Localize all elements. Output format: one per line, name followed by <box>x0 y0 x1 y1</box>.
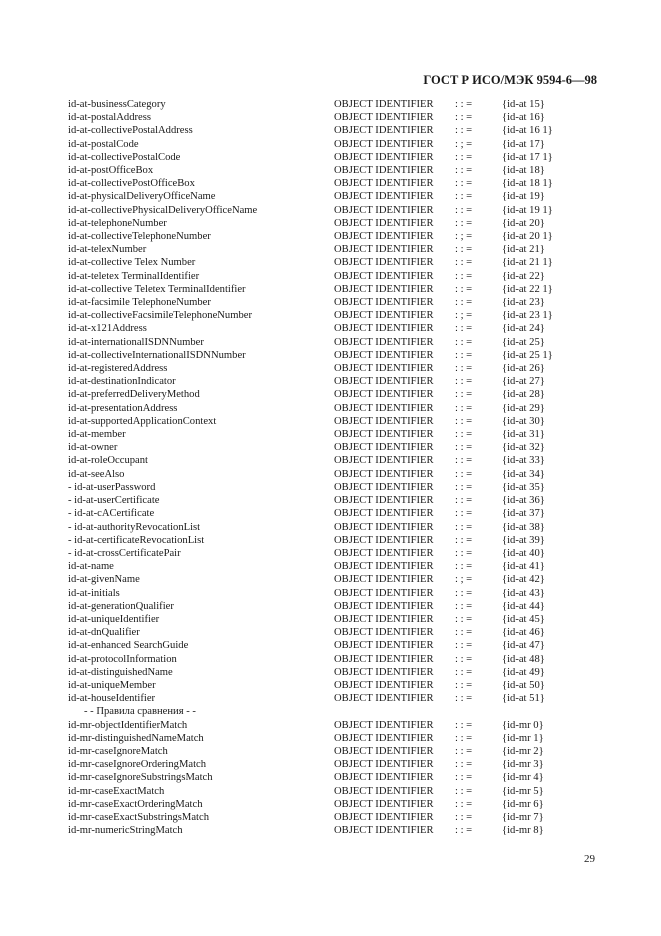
definition-value: {id-at 21} <box>502 244 545 256</box>
page-number: 29 <box>584 853 595 865</box>
definition-value: {id-at 24} <box>502 323 545 335</box>
definition-name: - id-at-userPassword <box>68 481 156 493</box>
definition-row <box>68 626 608 639</box>
definition-name: id-at-facsimile TelephoneNumber <box>68 297 211 309</box>
definition-row <box>68 124 608 137</box>
definition-row <box>68 454 608 467</box>
definition-name: id-at-businessCategory <box>68 99 166 110</box>
definition-row <box>68 204 608 217</box>
definition-name: id-at-member <box>68 429 126 441</box>
definition-op: : : = <box>455 561 473 573</box>
definition-type: OBJECT IDENTIFIER <box>334 719 434 731</box>
definition-name: id-at-givenName <box>68 574 140 586</box>
definition-row <box>68 639 608 652</box>
definition-value: {id-at 51} <box>502 693 545 705</box>
definition-type: OBJECT IDENTIFIER <box>334 349 434 361</box>
definition-op: : ; = <box>455 231 473 243</box>
definition-type: OBJECT IDENTIFIER <box>334 600 434 612</box>
definition-name: id-mr-caseIgnoreOrderingMatch <box>68 759 207 771</box>
definition-name: id-mr-caseExactOrderingMatch <box>68 798 203 810</box>
definition-op: : : = <box>455 732 473 744</box>
definition-name: id-at-postOfficeBox <box>68 165 154 177</box>
definition-name: id-at-collectiveFacsimileTelephoneNumber <box>68 310 252 322</box>
definition-op: : : = <box>455 376 473 388</box>
definition-type: OBJECT IDENTIFIER <box>334 99 434 110</box>
definition-op: : : = <box>455 99 473 110</box>
definition-name: id-at-postalAddress <box>68 112 151 124</box>
definition-type: OBJECT IDENTIFIER <box>334 561 434 573</box>
definition-row <box>68 375 608 388</box>
definition-value: {id-at 28} <box>502 389 545 401</box>
definition-op: : : = <box>455 745 473 757</box>
definition-value: {id-at 20} <box>502 217 545 229</box>
definition-row <box>68 151 608 164</box>
definition-op: : : = <box>455 759 473 771</box>
definition-value: {id-mr 6} <box>502 798 544 810</box>
definition-value: {id-at 45} <box>502 613 545 625</box>
definition-row <box>68 270 608 283</box>
definition-name: id-at-collectiveInternationalISDNNumber <box>68 349 246 361</box>
definition-value: {id-mr 0} <box>502 719 544 731</box>
definition-type: OBJECT IDENTIFIER <box>334 283 434 295</box>
definition-type: OBJECT IDENTIFIER <box>334 442 434 454</box>
definition-value: {id-at 44} <box>502 600 545 612</box>
definition-name: id-mr-caseIgnoreMatch <box>68 745 168 757</box>
definition-type: OBJECT IDENTIFIER <box>334 481 434 493</box>
definition-row <box>68 98 608 111</box>
definition-type: OBJECT IDENTIFIER <box>334 112 434 124</box>
definition-type: OBJECT IDENTIFIER <box>334 415 434 427</box>
definition-op: : : = <box>455 244 473 256</box>
definition-type: OBJECT IDENTIFIER <box>334 151 434 163</box>
definition-op: : : = <box>455 613 473 625</box>
definition-value: {id-at 26} <box>502 363 545 375</box>
definition-type: OBJECT IDENTIFIER <box>334 244 434 256</box>
definition-row <box>68 402 608 415</box>
definition-type: OBJECT IDENTIFIER <box>334 429 434 441</box>
definition-op: : : = <box>455 653 473 665</box>
definition-name: id-at-seeAlso <box>68 468 125 480</box>
definition-value: {id-at 40} <box>502 547 545 559</box>
definition-name: id-at-collectivePostalCode <box>68 151 181 163</box>
definition-row <box>68 719 608 732</box>
definition-name: id-at-name <box>68 561 114 573</box>
definition-name: id-at-roleOccupant <box>68 455 149 467</box>
definition-row <box>68 745 608 758</box>
definition-name: - id-at-crossCertificatePair <box>68 547 181 559</box>
definition-row <box>68 190 608 203</box>
definition-op: : : = <box>455 297 473 309</box>
definition-value: {id-mr 7} <box>502 811 544 823</box>
definition-value: {id-mr 2} <box>502 745 544 757</box>
definition-name: id-at-initials <box>68 587 120 599</box>
definition-value: {id-at 17 1} <box>502 151 553 163</box>
definition-op: : : = <box>455 719 473 731</box>
definition-type: OBJECT IDENTIFIER <box>334 297 434 309</box>
definition-type: OBJECT IDENTIFIER <box>334 336 434 348</box>
definition-type: OBJECT IDENTIFIER <box>334 811 434 823</box>
definition-name: id-mr-caseIgnoreSubstringsMatch <box>68 772 213 784</box>
definition-op: : : = <box>455 165 473 177</box>
definition-op: : : = <box>455 125 473 137</box>
definition-value: {id-at 22} <box>502 270 545 282</box>
definition-op: : : = <box>455 587 473 599</box>
definition-value: {id-at 18} <box>502 165 545 177</box>
definition-name: id-at-collective Teletex TerminalIdentifier <box>68 283 246 295</box>
definition-op: : : = <box>455 534 473 546</box>
definition-name: id-mr-caseExactSubstringsMatch <box>68 811 209 823</box>
definition-type: OBJECT IDENTIFIER <box>334 178 434 190</box>
definition-op: : : = <box>455 825 473 837</box>
definition-type: OBJECT IDENTIFIER <box>334 574 434 586</box>
definition-type: OBJECT IDENTIFIER <box>334 389 434 401</box>
definition-row <box>68 798 608 811</box>
definition-type: OBJECT IDENTIFIER <box>334 798 434 810</box>
definition-row <box>68 256 608 269</box>
definition-type: OBJECT IDENTIFIER <box>334 125 434 137</box>
definition-name: id-at-preferredDeliveryMethod <box>68 389 200 401</box>
section-heading <box>68 705 608 718</box>
definition-name: id-at-presentationAddress <box>68 402 178 414</box>
definition-type: OBJECT IDENTIFIER <box>334 547 434 559</box>
definition-type: OBJECT IDENTIFIER <box>334 745 434 757</box>
definition-type: OBJECT IDENTIFIER <box>334 217 434 229</box>
definition-row <box>68 322 608 335</box>
definition-name: id-mr-objectIdentifierMatch <box>68 719 188 731</box>
definition-op: : : = <box>455 442 473 454</box>
definition-op: : : = <box>455 481 473 493</box>
definition-name: id-at-telexNumber <box>68 244 147 256</box>
definition-op: : : = <box>455 178 473 190</box>
definition-name: id-at-collectivePhysicalDeliveryOfficeName <box>68 204 258 216</box>
definition-value: {id-mr 8} <box>502 825 544 837</box>
definition-op: : : = <box>455 257 473 269</box>
definition-type: OBJECT IDENTIFIER <box>334 521 434 533</box>
definition-name: id-at-x121Address <box>68 323 147 335</box>
definition-op: : : = <box>455 547 473 559</box>
definition-value: {id-at 25} <box>502 336 545 348</box>
definition-op: : : = <box>455 508 473 520</box>
definition-name: - - Правила сравнения - - <box>84 706 196 718</box>
definition-op: : : = <box>455 217 473 229</box>
definition-row <box>68 666 608 679</box>
definition-op: : : = <box>455 389 473 401</box>
definition-name: id-at-dnQualifier <box>68 627 140 639</box>
definition-op: : : = <box>455 640 473 652</box>
definition-row <box>68 547 608 560</box>
definition-type: OBJECT IDENTIFIER <box>334 468 434 480</box>
definition-op: : : = <box>455 679 473 691</box>
definition-op: : : = <box>455 785 473 797</box>
definition-value: {id-at 41} <box>502 561 545 573</box>
definition-type: OBJECT IDENTIFIER <box>334 679 434 691</box>
definition-row <box>68 388 608 401</box>
definition-name: id-at-collectivePostOfficeBox <box>68 178 195 190</box>
definition-row <box>68 758 608 771</box>
definition-type: OBJECT IDENTIFIER <box>334 627 434 639</box>
definition-name: id-mr-caseExactMatch <box>68 785 165 797</box>
definition-row <box>68 177 608 190</box>
definition-value: {id-at 18 1} <box>502 178 553 190</box>
definition-value: {id-at 35} <box>502 481 545 493</box>
definition-type: OBJECT IDENTIFIER <box>334 165 434 177</box>
definition-op: : : = <box>455 191 473 203</box>
definition-row <box>68 362 608 375</box>
definition-type: OBJECT IDENTIFIER <box>334 534 434 546</box>
definition-value: {id-at 34} <box>502 468 545 480</box>
definition-type: OBJECT IDENTIFIER <box>334 640 434 652</box>
definition-value: {id-at 50} <box>502 679 545 691</box>
definition-value: {id-at 46} <box>502 627 545 639</box>
definition-name: id-at-physicalDeliveryOfficeName <box>68 191 216 203</box>
definition-type: OBJECT IDENTIFIER <box>334 323 434 335</box>
definition-name: id-at-protocolInformation <box>68 653 177 665</box>
definition-row <box>68 507 608 520</box>
definition-row <box>68 521 608 534</box>
definition-row <box>68 573 608 586</box>
definition-type: OBJECT IDENTIFIER <box>334 363 434 375</box>
definition-op: : : = <box>455 772 473 784</box>
definition-type: OBJECT IDENTIFIER <box>334 204 434 216</box>
definition-type: OBJECT IDENTIFIER <box>334 495 434 507</box>
definition-value: {id-at 47} <box>502 640 545 652</box>
definition-row <box>68 494 608 507</box>
definition-name: id-at-enhanced SearchGuide <box>68 640 189 652</box>
definition-op: : : = <box>455 323 473 335</box>
definition-row <box>68 613 608 626</box>
definition-value: {id-at 23 1} <box>502 310 553 322</box>
definition-op: : : = <box>455 627 473 639</box>
definition-op: : : = <box>455 204 473 216</box>
definition-name: id-at-owner <box>68 442 118 454</box>
definition-row <box>68 336 608 349</box>
definition-op: : : = <box>455 693 473 705</box>
definition-row <box>68 138 608 151</box>
definition-value: {id-at 29} <box>502 402 545 414</box>
definition-op: : : = <box>455 283 473 295</box>
definition-value: {id-at 16 1} <box>502 125 553 137</box>
definition-row <box>68 785 608 798</box>
definition-value: {id-at 31} <box>502 429 545 441</box>
definition-op: : : = <box>455 495 473 507</box>
definition-value: {id-at 36} <box>502 495 545 507</box>
definition-op: : : = <box>455 151 473 163</box>
definition-type: OBJECT IDENTIFIER <box>334 772 434 784</box>
definition-value: {id-at 32} <box>502 442 545 454</box>
definition-type: OBJECT IDENTIFIER <box>334 613 434 625</box>
definition-row <box>68 441 608 454</box>
definition-value: {id-at 15} <box>502 99 545 110</box>
definition-row <box>68 732 608 745</box>
definition-value: {id-at 21 1} <box>502 257 553 269</box>
definition-type: OBJECT IDENTIFIER <box>334 666 434 678</box>
definition-value: {id-at 27} <box>502 376 545 388</box>
definition-type: OBJECT IDENTIFIER <box>334 587 434 599</box>
definition-row <box>68 415 608 428</box>
definition-op: : : = <box>455 363 473 375</box>
definition-row <box>68 771 608 784</box>
definition-type: OBJECT IDENTIFIER <box>334 138 434 150</box>
definition-op: : : = <box>455 811 473 823</box>
definition-op: : : = <box>455 468 473 480</box>
definition-value: {id-at 48} <box>502 653 545 665</box>
definition-row <box>68 468 608 481</box>
definition-name: id-at-collectiveTelephoneNumber <box>68 231 211 243</box>
definition-row <box>68 587 608 600</box>
definition-row <box>68 824 608 837</box>
definition-op: : : = <box>455 336 473 348</box>
definition-op: : : = <box>455 666 473 678</box>
definition-type: OBJECT IDENTIFIER <box>334 191 434 203</box>
definition-name: id-at-destinationIndicator <box>68 376 176 388</box>
definition-row <box>68 164 608 177</box>
definition-name: id-at-uniqueIdentifier <box>68 613 160 625</box>
definition-row <box>68 111 608 124</box>
definition-row <box>68 230 608 243</box>
definition-row <box>68 600 608 613</box>
definition-type: OBJECT IDENTIFIER <box>334 785 434 797</box>
definition-name: id-at-internationalISDNNumber <box>68 336 204 348</box>
definition-row <box>68 309 608 322</box>
definition-type: OBJECT IDENTIFIER <box>334 402 434 414</box>
definition-op: : : = <box>455 521 473 533</box>
definition-row <box>68 243 608 256</box>
definition-type: OBJECT IDENTIFIER <box>334 653 434 665</box>
definition-type: OBJECT IDENTIFIER <box>334 508 434 520</box>
definition-op: : : = <box>455 798 473 810</box>
definition-value: {id-at 39} <box>502 534 545 546</box>
definition-value: {id-at 42} <box>502 574 545 586</box>
definition-op: : ; = <box>455 574 473 586</box>
definition-name: id-at-supportedApplicationContext <box>68 415 217 427</box>
definition-value: {id-mr 5} <box>502 785 544 797</box>
definition-row <box>68 560 608 573</box>
definition-row <box>68 349 608 362</box>
definition-value: {id-at 16} <box>502 112 545 124</box>
definition-name: - id-at-cACertificate <box>68 508 155 520</box>
definition-op: : : = <box>455 112 473 124</box>
definition-type: OBJECT IDENTIFIER <box>334 376 434 388</box>
definition-name: id-at-generationQualifier <box>68 600 174 612</box>
definition-row <box>68 534 608 547</box>
definition-value: {id-at 19} <box>502 191 545 203</box>
definition-op: : : = <box>455 270 473 282</box>
definition-op: : ; = <box>455 138 473 150</box>
definition-type: OBJECT IDENTIFIER <box>334 759 434 771</box>
definition-name: id-at-teletex TerminalIdentifier <box>68 270 200 282</box>
definition-op: : : = <box>455 415 473 427</box>
definition-row <box>68 217 608 230</box>
definition-row <box>68 811 608 824</box>
definition-op: : : = <box>455 600 473 612</box>
definition-value: {id-at 37} <box>502 508 545 520</box>
definition-value: {id-at 30} <box>502 415 545 427</box>
definition-type: OBJECT IDENTIFIER <box>334 270 434 282</box>
definition-type: OBJECT IDENTIFIER <box>334 310 434 322</box>
definition-type: OBJECT IDENTIFIER <box>334 732 434 744</box>
definition-type: OBJECT IDENTIFIER <box>334 231 434 243</box>
definition-name: id-at-collective Telex Number <box>68 257 196 269</box>
document-header: ГОСТ Р ИСО/МЭК 9594-6—98 <box>423 73 597 87</box>
definition-value: {id-at 23} <box>502 297 545 309</box>
oid-definition-list <box>68 98 608 837</box>
definition-name: id-at-houseIdentifier <box>68 693 156 705</box>
definition-value: {id-mr 3} <box>502 759 544 771</box>
definition-op: : ; = <box>455 310 473 322</box>
definition-type: OBJECT IDENTIFIER <box>334 825 434 837</box>
definition-value: {id-at 20 1} <box>502 231 553 243</box>
definition-value: {id-at 33} <box>502 455 545 467</box>
definition-name: id-at-registeredAddress <box>68 363 168 375</box>
definition-name: id-at-telephoneNumber <box>68 217 167 229</box>
definition-value: {id-at 22 1} <box>502 283 553 295</box>
definition-type: OBJECT IDENTIFIER <box>334 257 434 269</box>
definition-row <box>68 428 608 441</box>
definition-type: OBJECT IDENTIFIER <box>334 693 434 705</box>
definition-name: id-at-distinguishedName <box>68 666 173 678</box>
definition-value: {id-at 43} <box>502 587 545 599</box>
definition-value: {id-at 49} <box>502 666 545 678</box>
definition-op: : : = <box>455 349 473 361</box>
definition-name: id-at-uniqueMember <box>68 679 156 691</box>
definition-row <box>68 481 608 494</box>
definition-row <box>68 283 608 296</box>
definition-row <box>68 679 608 692</box>
definition-op: : : = <box>455 429 473 441</box>
definition-op: : : = <box>455 455 473 467</box>
definition-name: id-mr-distinguishedNameMatch <box>68 732 204 744</box>
definition-op: : : = <box>455 402 473 414</box>
definition-value: {id-at 38} <box>502 521 545 533</box>
definition-row <box>68 692 608 705</box>
definition-name: id-at-postalCode <box>68 138 139 150</box>
definition-name: - id-at-certificateRevocationList <box>68 534 205 546</box>
definition-value: {id-at 19 1} <box>502 204 553 216</box>
definition-row <box>68 296 608 309</box>
definition-type: OBJECT IDENTIFIER <box>334 455 434 467</box>
definition-name: - id-at-userCertificate <box>68 495 160 507</box>
definition-value: {id-at 25 1} <box>502 349 553 361</box>
definition-value: {id-mr 1} <box>502 732 544 744</box>
definition-value: {id-at 17} <box>502 138 545 150</box>
definition-name: id-at-collectivePostalAddress <box>68 125 193 137</box>
definition-row <box>68 653 608 666</box>
definition-name: id-mr-numericStringMatch <box>68 825 183 837</box>
definition-value: {id-mr 4} <box>502 772 544 784</box>
definition-name: - id-at-authorityRevocationList <box>68 521 201 533</box>
